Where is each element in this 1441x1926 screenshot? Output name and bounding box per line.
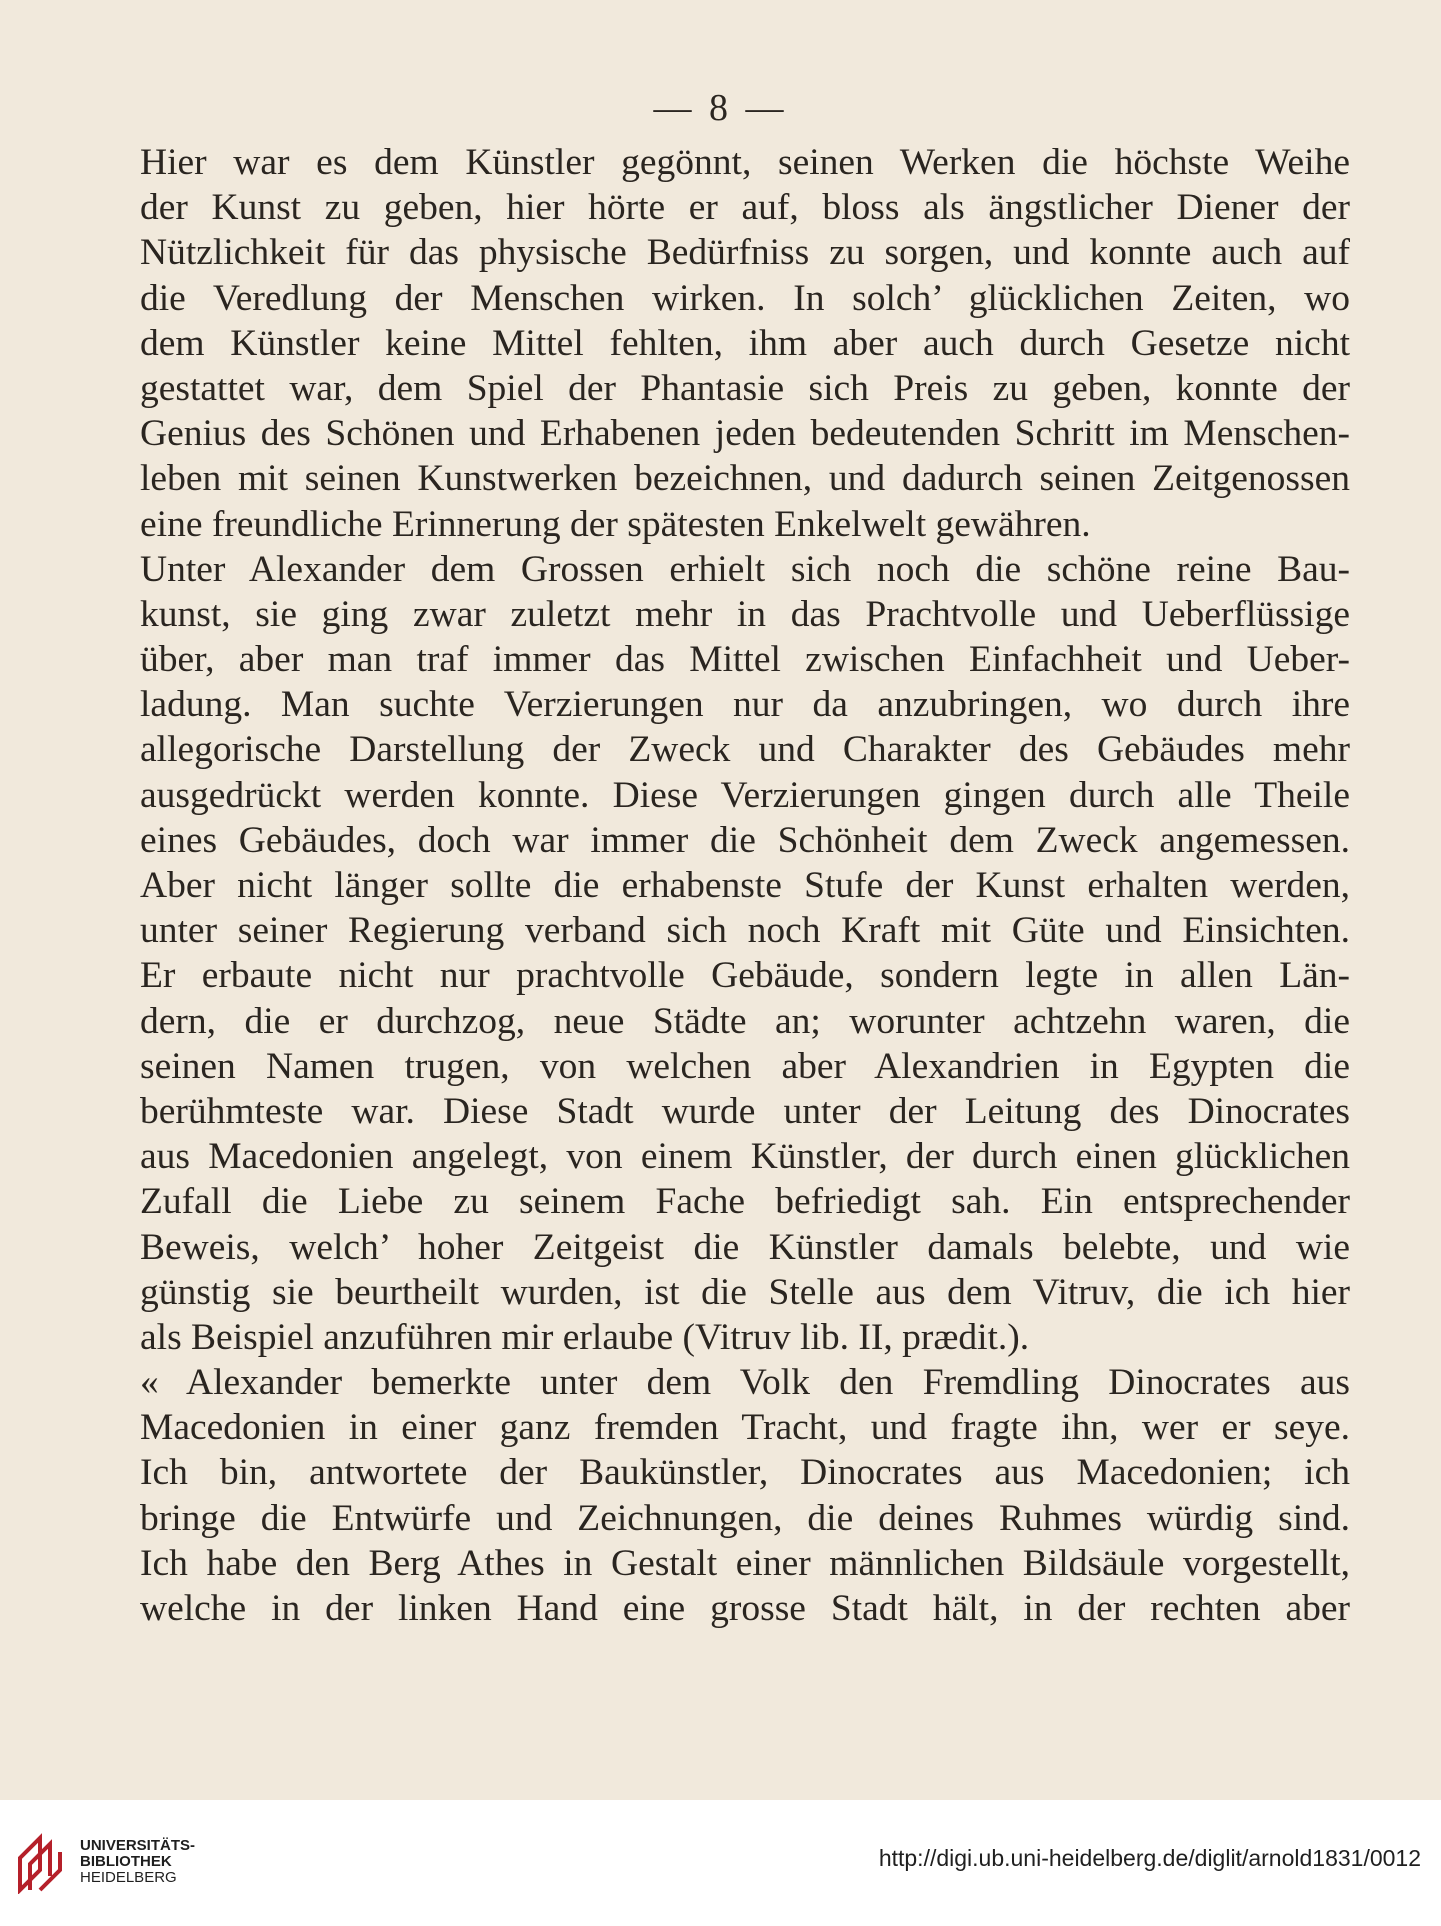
text-line: allegorische Darstellung der Zweck und Charakter des Gebäudes mehr xyxy=(140,729,1350,771)
library-name xyxy=(80,1838,195,1886)
text-line: Ich habe den Berg Athes in Gestalt einer männlichen Bildsäule vorgestellt, xyxy=(140,1542,1350,1584)
page-number: — 8 — xyxy=(653,87,788,129)
text-line: aus Macedonien angelegt, von einem Künstler, der durch einen glücklichen xyxy=(140,1136,1350,1178)
text-line: ladung. Man suchte Verzierungen nur da anzubringen, wo durch ihre xyxy=(140,684,1350,726)
text-line: günstig sie beurtheilt wurden, ist die Stelle aus dem Vitruv, die ich hier xyxy=(140,1271,1350,1313)
source-url-link[interactable]: http://digi.ub.uni-heidelberg.de/diglit/arnold1831/0012 xyxy=(878,1845,1421,1871)
text-line: eines Gebäudes, doch war immer die Schönheit dem Zweck angemessen. xyxy=(140,819,1350,861)
text-line: als Beispiel anzuführen mir erlaube (Vitruv lib. II, prædit.). xyxy=(140,1316,1030,1358)
text-line: Zufall die Liebe zu seinem Fache befriedigt sah. Ein entsprechender xyxy=(140,1181,1350,1223)
text-line: Beweis, welch’ hoher Zeitgeist die Künstler damals belebte, und wie xyxy=(140,1226,1350,1268)
text-line: Ich bin, antwortete der Baukünstler, Dinocrates aus Macedonien; ich xyxy=(140,1452,1350,1494)
text-line: Unter Alexander dem Grossen erhielt sich noch die schöne reine Bau- xyxy=(140,548,1350,590)
library-line-1: UNIVERSITÄTS- xyxy=(80,1837,196,1854)
text-line: gestattet war, dem Spiel der Phantasie sich Preis zu geben, konnte der xyxy=(140,367,1350,409)
text-line: dem Künstler keine Mittel fehlten, ihm aber auch durch Gesetze nicht xyxy=(140,322,1350,364)
text-line: welche in der linken Hand eine grosse Stadt hält, in der rechten aber xyxy=(140,1588,1350,1629)
text-line: Hier war es dem Künstler gegönnt, seinen Werken die höchste Weihe xyxy=(140,142,1350,183)
footer-bar xyxy=(0,1800,1441,1926)
library-line-3: HEIDELBERG xyxy=(80,1869,177,1886)
text-line: Er erbaute nicht nur prachtvolle Gebäude, sondern legte in allen Län- xyxy=(140,955,1350,997)
university-library-logo-icon xyxy=(16,1832,68,1894)
text-line: der Kunst zu geben, hier hörte er auf, bloss als ängstlicher Diener der xyxy=(140,187,1350,229)
text-line: Macedonien in einer ganz fremden Tracht, und fragte ihn, wer er seye. xyxy=(140,1407,1350,1449)
text-line: unter seiner Regierung verband sich noch Kraft mit Güte und Einsichten. xyxy=(140,910,1350,952)
body-text xyxy=(140,140,1350,1631)
text-line: « Alexander bemerkte unter dem Volk den Fremdling Dinocrates aus xyxy=(140,1362,1350,1404)
text-line: kunst, sie ging zwar zuletzt mehr in das Prachtvolle und Ueberflüssige xyxy=(140,593,1350,635)
text-line: über, aber man traf immer das Mittel zwischen Einfachheit und Ueber- xyxy=(140,639,1350,681)
text-line: bringe die Entwürfe und Zeichnungen, die deines Ruhmes würdig sind. xyxy=(140,1497,1350,1539)
text-line: ausgedrückt werden konnte. Diese Verzierungen gingen durch alle Theile xyxy=(140,774,1350,816)
text-line: Genius des Schönen und Erhabenen jeden bedeutenden Schritt im Menschen- xyxy=(140,413,1350,455)
text-line: die Veredlung der Menschen wirken. In solch’ glücklichen Zeiten, wo xyxy=(140,277,1350,319)
text-line: leben mit seinen Kunstwerken bezeichnen, und dadurch seinen Zeitgenossen xyxy=(140,458,1350,500)
text-line: Aber nicht länger sollte die erhabenste Stufe der Kunst erhalten werden, xyxy=(140,865,1350,906)
text-line: dern, die er durchzog, neue Städte an; worunter achtzehn waren, die xyxy=(140,1000,1350,1042)
text-line: seinen Namen trugen, von welchen aber Alexandrien in Egypten die xyxy=(140,1045,1350,1087)
text-line: eine freundliche Erinnerung der spätesten Enkelwelt gewähren. xyxy=(140,503,1091,545)
text-line: Nützlichkeit für das physische Bedürfniss zu sorgen, und konnte auch auf xyxy=(140,232,1350,274)
library-line-2: BIBLIOTHEK xyxy=(80,1853,172,1870)
text-line: berühmteste war. Diese Stadt wurde unter der Leitung des Dinocrates xyxy=(140,1090,1350,1132)
